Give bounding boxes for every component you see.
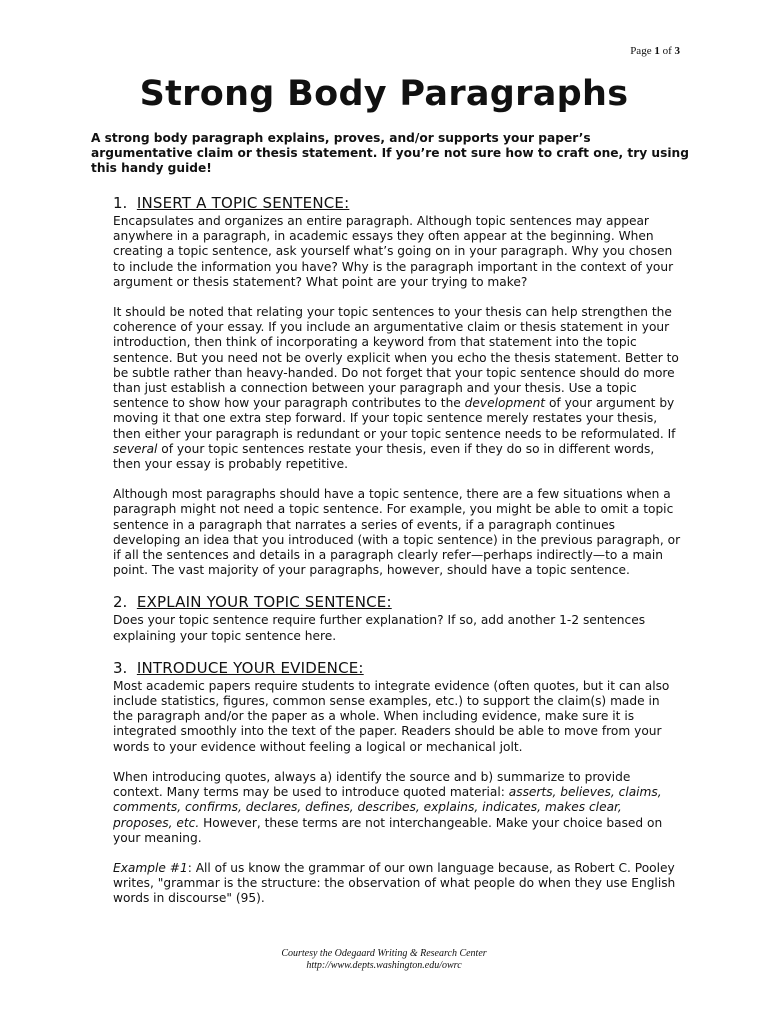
footer-credit: Courtesy the Odegaard Writing & Research Center [281,948,487,959]
section-3-heading [113,659,683,677]
section-number: 1. [113,194,128,212]
section-number: 2. [113,593,128,612]
section-heading-label: EXPLAIN YOUR TOPIC SENTENCE: [136,593,392,612]
section-3-paragraph-1: Most academic papers require students to integrate evidence (often quotes, but it can also include statistics, figures, common sense examples, etc.) to support the claim(s) made in the paragraph and/or the paper as a whole. When including evidence, make sure it is integrated smoothly into the text of the paper. Readers should be able to move from your words to your evidence without feeling a logical or mechanical jolt. [113,678,670,754]
page-number: Page 1 of 3 [630,45,680,57]
intro-paragraph: A strong body paragraph explains, proves, and/or supports your paper’s argumentative claim or thesis statement. If you’re not sure how to craft one, try using this handy guide! [91,131,689,175]
section-heading-label: INSERT A TOPIC SENTENCE: [136,194,350,212]
document-body [113,194,683,922]
section-2-heading [113,593,683,611]
footer [0,948,768,972]
section-1-paragraph-2: It should be noted that relating your topic sentences to your thesis can help strengthen the coherence of your essay. If you include an argumentative claim or thesis statement in your introduction, then think of incorporating a keyword from that statement into the topic sentence. But you need not be overly explicit when you echo the thesis statement. Better to be subtle rather than heavy-handed. Do not forget that your topic sentence should do more than just establish a connection between your paragraph and your thesis. Use a topic sentence to show how your paragraph contributes to the development of your argument by moving it that one extra step forward. If your topic sentence merely restates your thesis, then either your paragraph is redundant or your topic sentence needs to be reformulated. If several of your topic sentences restate your thesis, even if they do so in different words, then your essay is probably repetitive. [113,305,679,472]
example-label: Example #1 [113,860,188,875]
section-1-paragraph-3: Although most paragraphs should have a topic sentence, there are a few situations when a paragraph might not need a topic sentence. For example, you might be able to omit a topic sentence in a paragraph that narrates a series of events, if a paragraph continues developing an idea that you introduced (with a topic sentence) in the previous paragraph, or if all the sentences and details in a paragraph clearly refer—perhaps indirectly—to a main point. The vast majority of your paragraphs, however, should have a topic sentence. [113,487,681,578]
emphasis-several: several [113,441,158,456]
section-2-paragraph-1: Does your topic sentence require further explanation? If so, add another 1-2 sentences explaining your topic sentence here. [113,613,646,643]
page-title: Strong Body Paragraphs [139,74,629,114]
emphasis-development: development [464,396,546,411]
section-1-heading [113,194,683,212]
page-total: 3 [674,45,680,57]
example-1: Example #1: All of us know the grammar of our own language because, as Robert C. Pooley writes, "grammar is the structure: the observation of what people do when they use English words in discourse" (95). [113,860,676,906]
page-current: 1 [654,45,660,57]
footer-url: http://www.depts.washington.edu/owrc [306,960,462,971]
section-1-paragraph-1: Encapsulates and organizes an entire paragraph. Although topic sentences may appear anywhere in a paragraph, in academic essays they often appear at the beginning. When creating a topic sentence, ask yourself what’s going on in your paragraph. Why you chosen to include the information you have? Why is the paragraph important in the context of your argument or thesis statement? What point are your trying to make? [113,214,674,289]
emphasis-terms-list: asserts, believes, claims, comments, confirms, declares, defines, describes, explains, indicates, makes clear, proposes, etc. [113,785,662,830]
section-3-paragraph-2: When introducing quotes, always a) identify the source and b) summarize to provide context. Many terms may be used to introduce quoted material: asserts, believes, claims, comments, confirms, declares, defines, describes, explains, indicates, makes clear, proposes, etc. However, these terms are not interchangeable. Make your choice based on your meaning. [113,769,663,845]
section-number: 3. [113,658,128,677]
section-heading-label: INTRODUCE YOUR EVIDENCE: [136,658,364,677]
